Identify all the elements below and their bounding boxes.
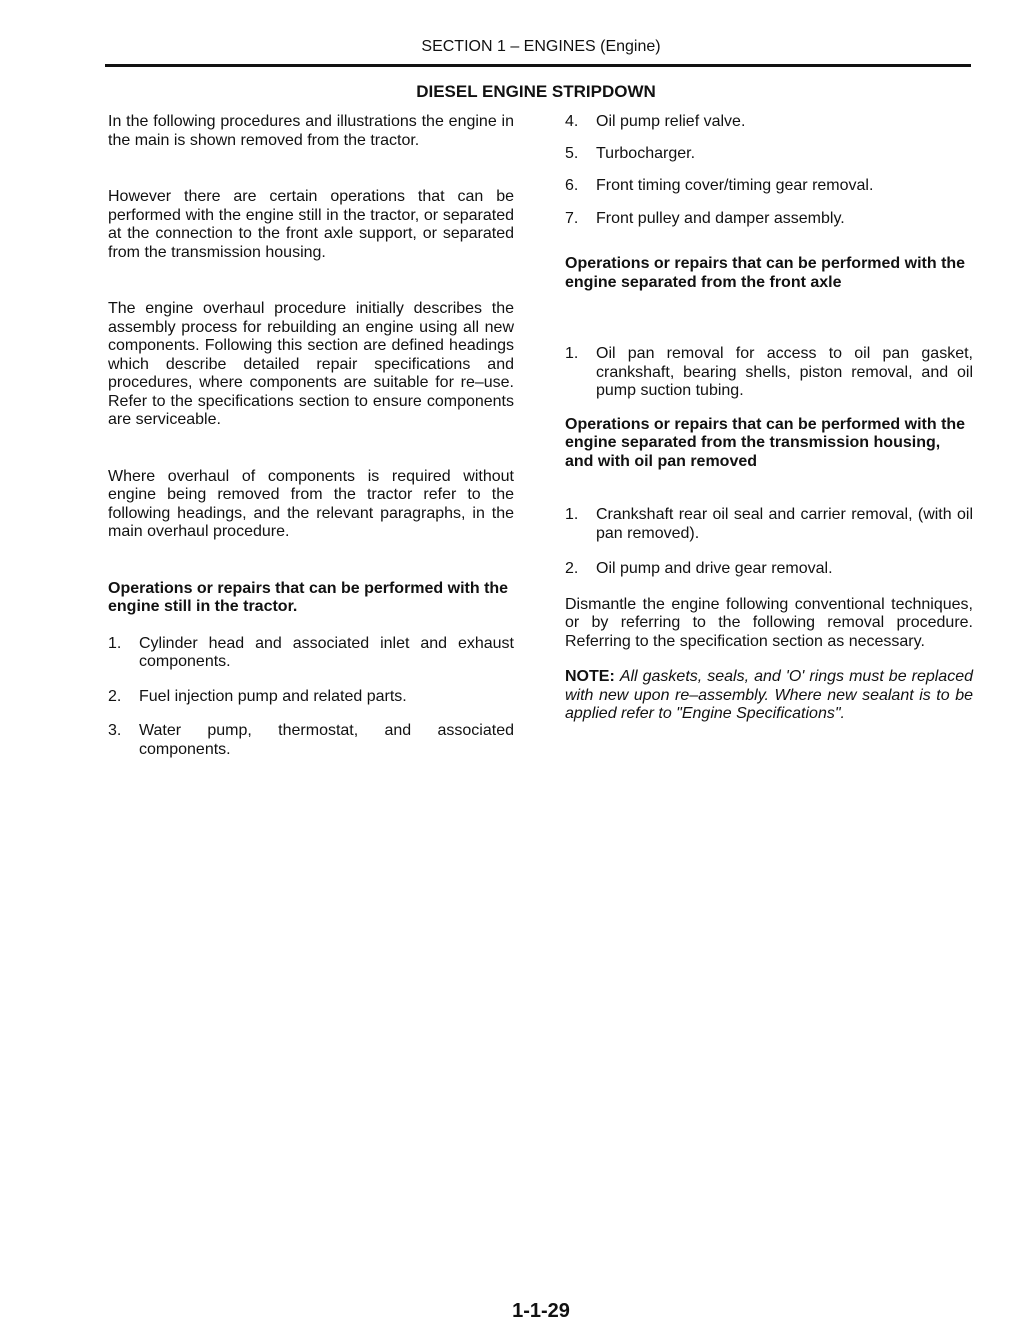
list-item (108, 688, 514, 707)
note (565, 668, 973, 724)
list-item-number: 7. (565, 209, 579, 227)
list-item-number: 3. (108, 722, 122, 739)
list-item (565, 113, 973, 132)
list-item-text: Front timing cover/timing gear removal. (596, 177, 874, 194)
list-item-text: Water pump, thermostat, and associated components. (139, 722, 514, 758)
list-item-text: Cylinder head and associated inlet and exhaust components. (139, 634, 514, 670)
header-rule (105, 64, 971, 67)
list-item (565, 345, 973, 401)
list-item-text: Front pulley and damper assembly. (596, 209, 845, 227)
right-column (565, 113, 973, 724)
list-item-number: 5. (565, 144, 579, 162)
intro-paragraph: In the following procedures and illustrations the engine in the main is shown removed from the tractor. (108, 113, 514, 149)
heading-transmission: Operations or repairs that can be performed with the engine separated from the transmission housing, and with oil pan removed (565, 415, 966, 470)
dismantle-paragraph: Dismantle the engine following conventional techniques, or by referring to the following removal procedure. Referring to the specification section as necessary. (565, 595, 973, 650)
section-header: SECTION 1 – ENGINES (Engine) (421, 38, 661, 55)
list-item-number: 2. (565, 560, 579, 577)
page-title: DIESEL ENGINE STRIPDOWN (416, 82, 656, 101)
left-column (108, 113, 514, 759)
operations-paragraph: However there are certain operations that can be performed with the engine still in the tractor, or separated at the connection to the front axle support, or separated from the transmission housing. (108, 188, 514, 261)
list-item (565, 560, 973, 579)
list-item-number: 1. (565, 345, 579, 362)
list-item-text: Crankshaft rear oil seal and carrier removal, (with oil pan removed). (596, 506, 973, 542)
list-item (565, 177, 973, 196)
list-item (108, 635, 514, 672)
overhaul-paragraph: The engine overhaul procedure initially describes the assembly process for rebuilding an engine using all new components. Following this section are defined headings which describe detailed repair specifications and procedures, where components are suitable for re–use. Refer to the specifications section to ensure components are serviceable. (108, 300, 514, 428)
list-item-number: 4. (565, 113, 579, 130)
heading-in-tractor: Operations or repairs that can be performed with the engine still in the tractor. (108, 579, 509, 615)
list-item-text: Fuel injection pump and related parts. (139, 687, 407, 705)
list-item-number: 6. (565, 177, 579, 194)
list-item-text: Turbocharger. (596, 144, 696, 162)
heading-front-axle: Operations or repairs that can be performed with the engine separated from the front axle (565, 255, 966, 291)
page-number: 1-1-29 (512, 1300, 570, 1322)
note-text: All gaskets, seals, and 'O' rings must be replaced with new upon re–assembly. Where new sealant is to be applied refer to "Engine Specifications". (565, 668, 973, 722)
list-item (565, 506, 973, 543)
without-removal-paragraph: Where overhaul of components is required without engine being removed from the tractor refer to the following headings, and the relevant paragraphs, in the main overhaul procedure. (108, 467, 514, 540)
list-item-text: Oil pump and drive gear removal. (596, 560, 833, 577)
list-item-number: 1. (565, 506, 579, 523)
list-item-number: 2. (108, 687, 122, 705)
list-item (108, 722, 514, 759)
list-item (565, 210, 973, 229)
list-item (565, 145, 973, 164)
list-item-number: 1. (108, 634, 122, 652)
list-item-text: Oil pump relief valve. (596, 113, 746, 130)
note-label: NOTE: (565, 668, 615, 685)
list-item-text: Oil pan removal for access to oil pan gasket, crankshaft, bearing shells, piston removal, and oil pump suction tubing. (596, 345, 973, 399)
